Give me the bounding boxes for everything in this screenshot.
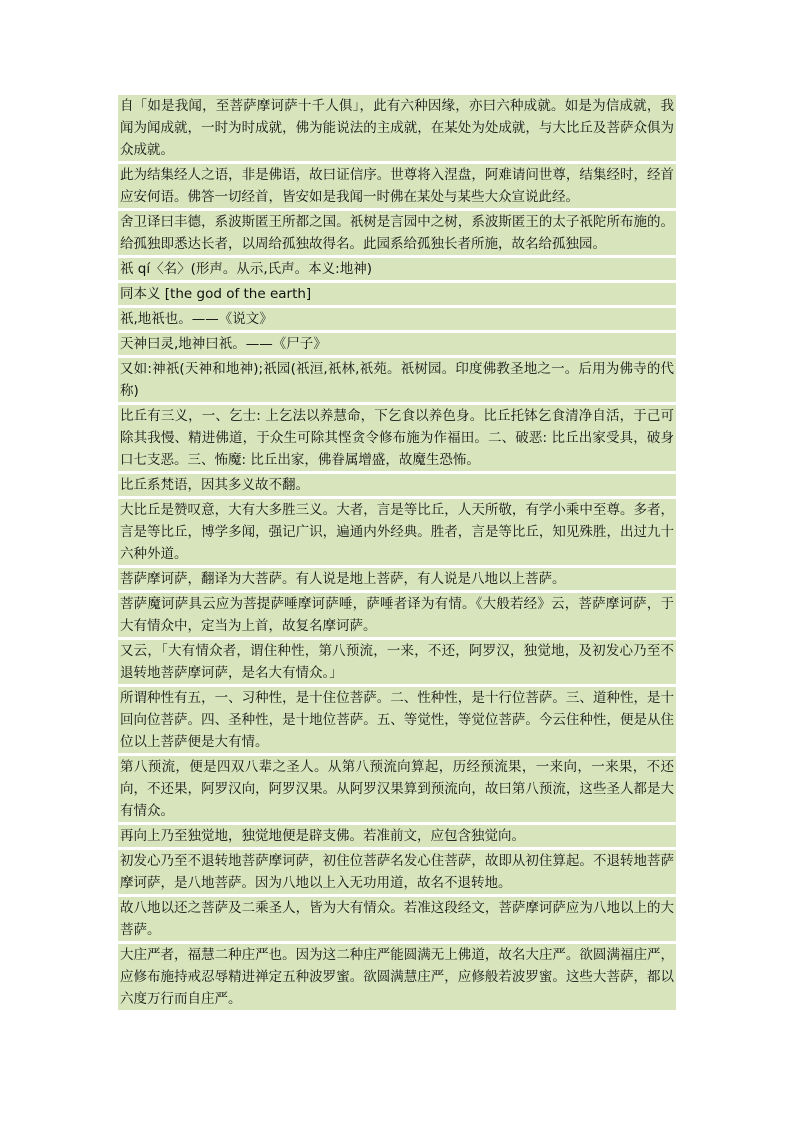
paragraph-initial-aspiration: 初发心乃至不退转地菩萨摩诃萨，初住位菩萨名发心住菩萨，故即从初住算起。不退转地菩萨摩诃萨，是八地菩萨。因为八地以上入无功用道，故名不退转地。 <box>120 853 674 891</box>
paragraph-bodhisattva-mahasattva: 菩萨魔诃萨具云应为菩提萨唾摩诃萨唾，萨唾者译为有情。《大般若经》云，菩萨摩诃萨，于大有情众中，定当为上首，故复名摩诃萨。 <box>120 596 674 634</box>
paragraph-mahasattva-translation: 菩萨摩诃萨，翻译为大菩萨。有人说是地上菩萨，有人说是八地以上菩萨。 <box>120 571 566 587</box>
paragraph-qi-english-gloss: 同本义 [the god of the earth] <box>120 286 312 302</box>
paragraph-eighth-stream-entry: 第八预流，便是四双八辈之圣人。从第八预流向算起，历经预流果，一来向，一来果，不还向，不还果，阿罗汉向，阿罗汉果。从阿罗汉果算到预流向，故曰第八预流，这些圣人都是大有情众。 <box>120 759 674 819</box>
document-body <box>118 95 676 1010</box>
paragraph-bhiksu-three-meanings: 比丘有三义，一、乞士: 上乞法以养慧命，下乞食以养色身。比丘托钵乞食清净自活，于己可除其我慢、精进佛道，于众生可除其悭贪令修布施为作福田。二、破恶: 比丘出家受具，破身口七支恶。三、怖魔: 比丘出家，佛眷属增盛，故魔生恐怖。 <box>120 408 674 468</box>
paragraph-preface-testimony: 此为结集经人之语，非是佛语，故曰证信序。世尊将入涅盘，阿难请问世尊，结集经时，经首应安何语。佛答一切经首，皆安如是我闻一时佛在某处与某些大众宣说此经。 <box>120 167 674 205</box>
paragraph-qi-examples: 又如:神祇(天神和地神);祇园(祇洹,祇林,祇苑。祇树园。印度佛教圣地之一。后用为佛寺的代称) <box>120 361 674 399</box>
paragraph-five-lineages: 所谓种性有五，一、习种性，是十住位菩萨。二、性种性，是十行位菩萨。三、道种性，是十回向位菩萨。四、圣种性，是十地位菩萨。五、等觉性，等觉位菩萨。今云住种性，便是从住位以上菩萨便是大有情。 <box>120 690 674 750</box>
paragraph-qi-shuowen-quote: 祇,地祇也。——《说文》 <box>120 311 273 327</box>
paragraph-pratyekabuddha: 再向上乃至独觉地，独觉地便是辟支佛。若准前文，应包含独觉向。 <box>120 828 525 844</box>
paragraph-six-accomplishments: 自「如是我闻，至菩萨摩诃萨十千人俱」，此有六种因缘，亦曰六种成就。如是为信成就，我闻为闻成就，一时为时成就，佛为能说法的主成就，在某处为处成就，与大比丘及菩萨众俱为众成就。 <box>120 98 674 158</box>
paragraph-great-sentient-beings-quote: 又云，「大有情众者，谓住种性，第八预流，一来，不还，阿罗汉，独觉地，及初发心乃至不退转地菩萨摩诃萨，是名大有情众。」 <box>120 643 674 681</box>
paragraph-qi-shizi-quote: 天神曰灵,地神曰祇。——《尸子》 <box>120 336 327 352</box>
paragraph-eighth-ground-conclusion: 故八地以还之菩萨及二乘圣人，皆为大有情众。若准这段经文，菩萨摩诃萨应为八地以上的大菩萨。 <box>120 900 674 938</box>
paragraph-qi-definition: 祇 qí〈名〉(形声。从示,氏声。本义:地神) <box>120 261 372 277</box>
paragraph-great-adornment: 大庄严者，福慧二种庄严也。因为这二种庄严能圆满无上佛道，故名大庄严。欲圆满福庄严，应修布施持戒忍辱精进禅定五种波罗蜜。欲圆满慧庄严，应修般若波罗蜜。这些大菩萨，都以六度万行而自庄严。 <box>120 947 674 1007</box>
paragraph-bhiksu-untranslated: 比丘系梵语，因其多义故不翻。 <box>120 477 309 493</box>
paragraph-great-bhiksu: 大比丘是赞叹意，大有大多胜三义。大者，言是等比丘，人天所敬，有学小乘中至尊。多者，言是等比丘，博学多闻，强记广识，遍通内外经典。胜者，言是等比丘，知见殊胜，出过九十六种外道。 <box>120 502 674 562</box>
paragraph-jetavana-garden: 舍卫译曰丰德，系波斯匿王所都之国。祇树是言园中之树，系波斯匿王的太子祇陀所布施的。给孤独即悉达长者，以周给孤独故得名。此园系给孤独长者所施，故名给孤独园。 <box>120 214 674 252</box>
